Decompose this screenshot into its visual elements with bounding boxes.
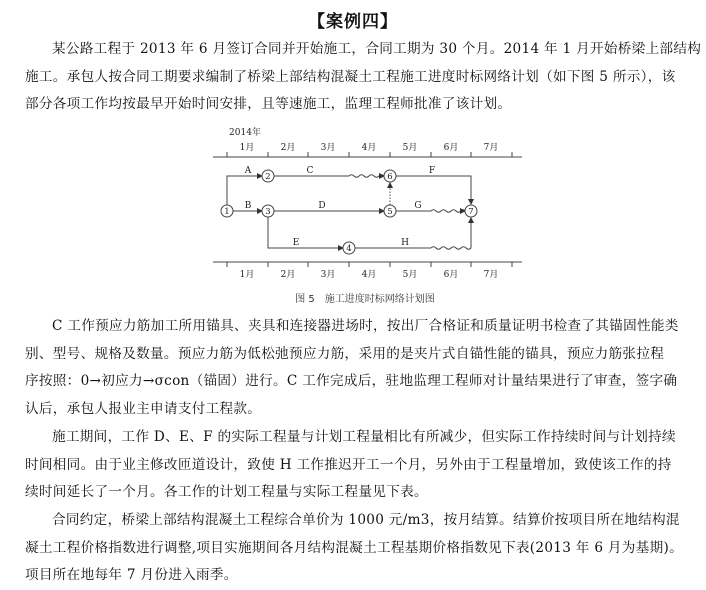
paragraph-intro [25,36,702,119]
network-plan-figure [200,120,530,310]
svg-text:1月: 1月 [239,143,255,153]
text-line: 认后，承包人报业主申请支付工程款。 [25,400,262,417]
text-line: 别、型号、规格及数量。预应力筋为低松弛预应力筋，采用的是夹片式自锚性能的锚具，预应力筋张拉程 [25,345,665,362]
svg-text:1: 1 [224,207,230,217]
year-label: 2014年 [229,128,261,138]
svg-text:2月: 2月 [280,143,296,153]
paragraph-quantity-change [25,424,685,507]
time-scaled-network-diagram [200,120,530,290]
svg-text:3月: 3月 [320,143,336,153]
svg-text:5月: 5月 [402,270,418,280]
activity-c: C [306,166,314,176]
text-line: 部分各项工作均按最早开始时间安排，且等速施工，监理工程师批准了该计划。 [25,96,512,112]
activity-g: G [414,201,422,211]
activity-e: E [292,238,300,248]
text-line: C 工作预应力筋加工所用锚具、夹具和连接器进场时，按出厂合格证和质量证明书检查了其锚固性能类 [52,318,679,334]
paragraph-prestress [25,313,685,423]
svg-text:4: 4 [346,244,352,254]
text-line: 项目所在地每年 7 月份进入雨季。 [25,567,238,583]
svg-text:1月: 1月 [239,270,255,280]
activity-h: H [401,238,409,248]
svg-text:4月: 4月 [361,143,377,153]
svg-text:7月: 7月 [483,143,499,153]
activity-a: A [244,166,252,176]
svg-text:3月: 3月 [320,270,336,280]
text-line: 时间相同。由于业主修改匝道设计，致使 H 工作推迟开工一个月，另外由于工程量增加，致使该工作的持 [25,456,672,473]
activity-f: F [428,166,436,176]
text-line: 施工期间，工作 D、E、F 的实际工程量与计划工程量相比有所减少，但实际工作持续时间与计划持续 [52,429,676,445]
svg-text:6月: 6月 [443,270,459,280]
svg-text:2: 2 [265,172,271,182]
svg-text:5: 5 [387,207,393,217]
activity-d: D [318,201,326,211]
svg-text:7: 7 [468,207,474,217]
text-line: 凝土工程价格指数进行调整,项目实施期间各月结构混凝土工程基期价格指数见下表(2013 年 6 月为基期)。 [25,539,683,556]
figure-caption: 图 5 施工进度时标网络计划图 [295,294,435,305]
text-line: 某公路工程于 2013 年 6 月签订合同并开始施工，合同工期为 30 个月。2014 年 1 月开始桥梁上部结构 [52,41,702,57]
svg-text:2月: 2月 [280,270,296,280]
svg-text:3: 3 [265,207,271,217]
text-line: 序按照：0→初应力→σcon（锚固）进行。C 工作完成后，驻地监理工程师对计量结果进行了审查，签字确 [25,373,678,389]
svg-text:5月: 5月 [402,143,418,153]
activity-b: B [244,201,252,211]
paragraph-contract-price [25,507,685,590]
svg-text:6月: 6月 [443,143,459,153]
text-line: 续时间延长了一个月。各工作的计划工程量与实际工程量见下表。 [25,484,428,500]
text-line: 合同约定，桥梁上部结构混凝土工程综合单价为 1000 元/m3，按月结算。结算价按项目所在地结构混 [52,512,680,528]
text-line: 施工。承包人按合同工期要求编制了桥梁上部结构混凝土工程施工进度时标网络计划（如下图 5 所示），该 [25,68,676,85]
svg-text:6: 6 [387,172,393,182]
svg-text:4月: 4月 [361,270,377,280]
svg-text:7月: 7月 [483,270,499,280]
case-title: 【案例四】 [308,12,398,32]
